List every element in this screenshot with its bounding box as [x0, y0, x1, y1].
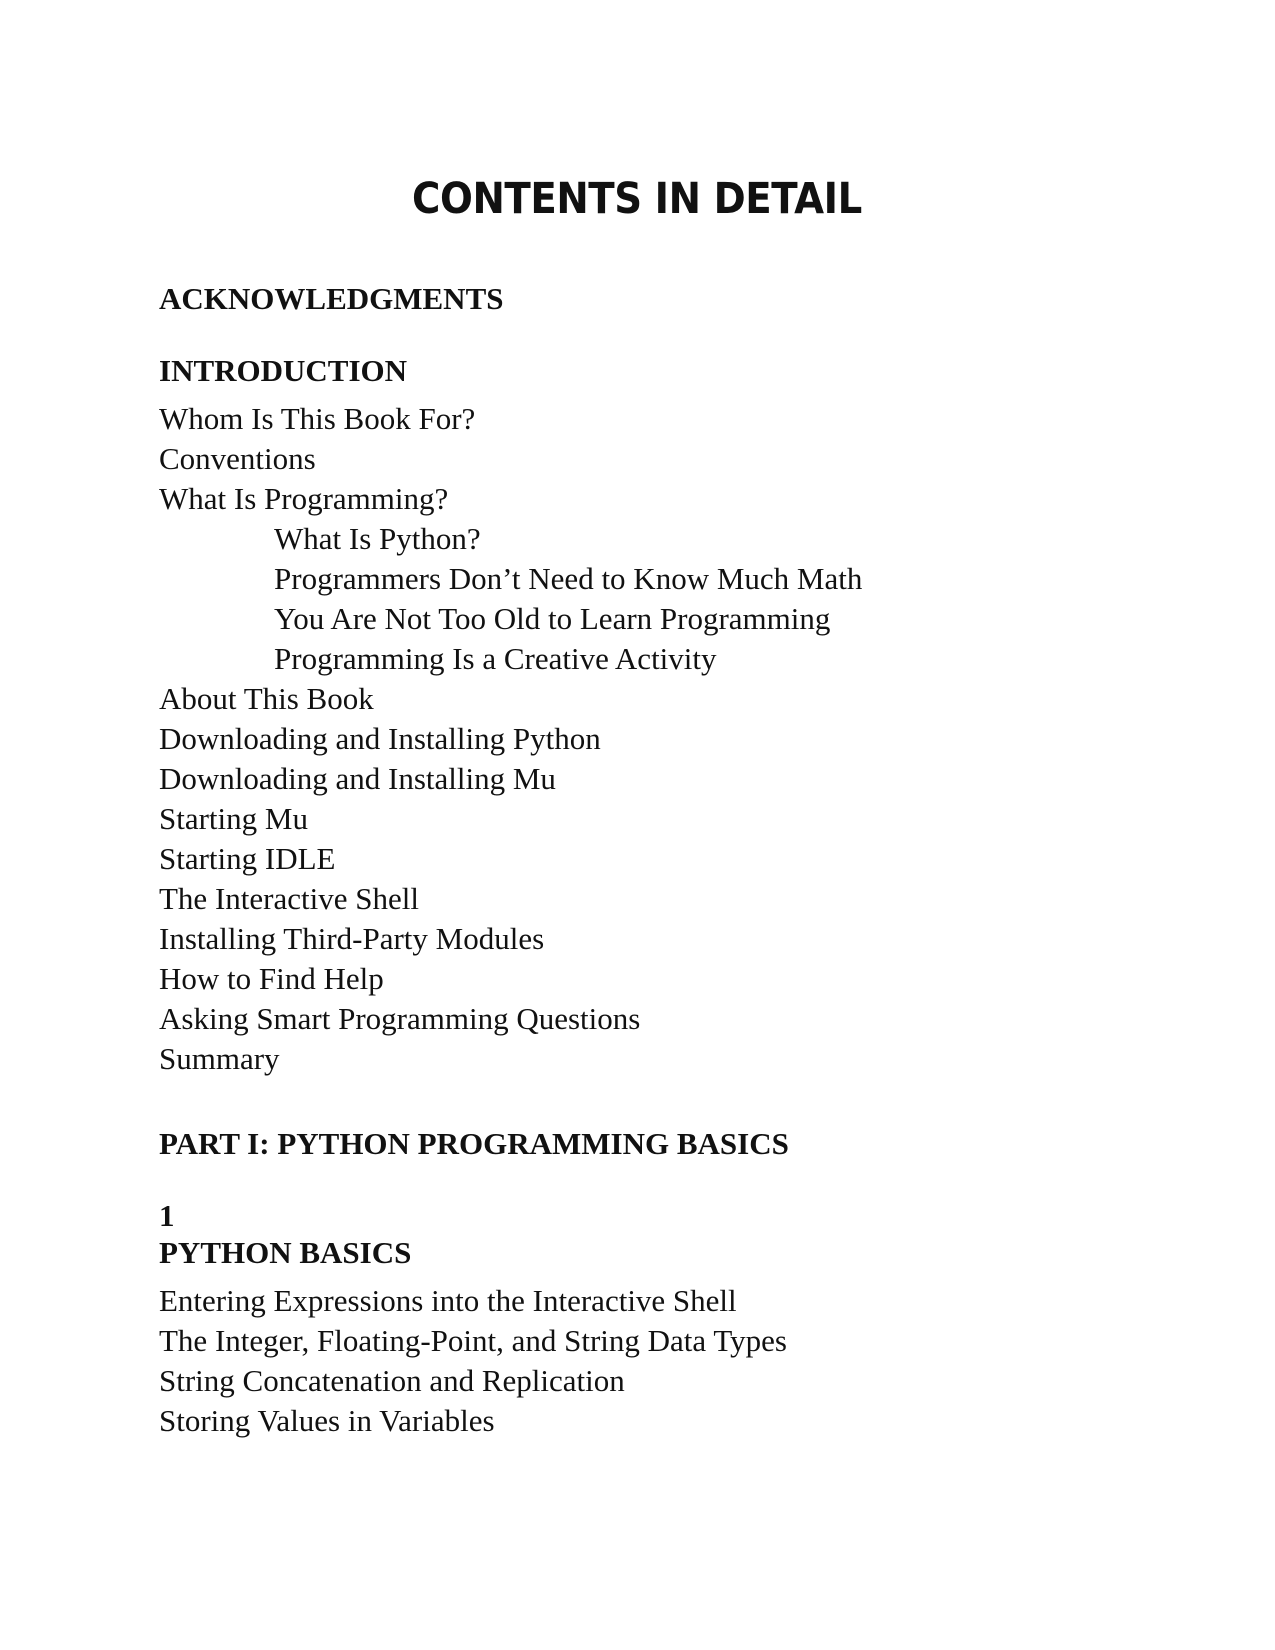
toc-entry: What Is Programming? — [159, 481, 449, 516]
toc-entry: Conventions — [159, 441, 316, 476]
toc-entry: Downloading and Installing Python — [159, 721, 601, 756]
chapter-1-title: PYTHON BASICS — [159, 1235, 412, 1270]
toc-entry: The Integer, Floating-Point, and String Data Types — [159, 1323, 787, 1358]
toc-entry: Asking Smart Programming Questions — [159, 1001, 641, 1036]
toc-subentry: Programmers Don’t Need to Know Much Math — [274, 561, 863, 596]
toc-entry: About This Book — [159, 681, 374, 716]
toc-subentry: Programming Is a Creative Activity — [274, 641, 717, 676]
page-title: CONTENTS IN DETAIL — [412, 174, 862, 224]
toc-entry: How to Find Help — [159, 961, 384, 996]
toc-entry: String Concatenation and Replication — [159, 1363, 625, 1398]
part-1-heading: PART I: PYTHON PROGRAMMING BASICS — [159, 1126, 789, 1161]
toc-entry: Starting Mu — [159, 801, 308, 836]
toc-entry: Starting IDLE — [159, 841, 336, 876]
toc-entry: Downloading and Installing Mu — [159, 761, 556, 796]
toc-entry: Installing Third-Party Modules — [159, 921, 545, 956]
acknowledgments-heading: ACKNOWLEDGMENTS — [159, 281, 504, 316]
toc-entry: Whom Is This Book For? — [159, 401, 476, 436]
toc-subentry: What Is Python? — [274, 521, 481, 556]
chapter-1-number: 1 — [159, 1198, 175, 1233]
toc-entry: Storing Values in Variables — [159, 1403, 495, 1438]
toc-entry: Summary — [159, 1041, 280, 1076]
toc-entry: The Interactive Shell — [159, 881, 419, 916]
introduction-heading: INTRODUCTION — [159, 353, 408, 388]
toc-subentry: You Are Not Too Old to Learn Programming — [274, 601, 831, 636]
toc-entry: Entering Expressions into the Interactive Shell — [159, 1283, 737, 1318]
